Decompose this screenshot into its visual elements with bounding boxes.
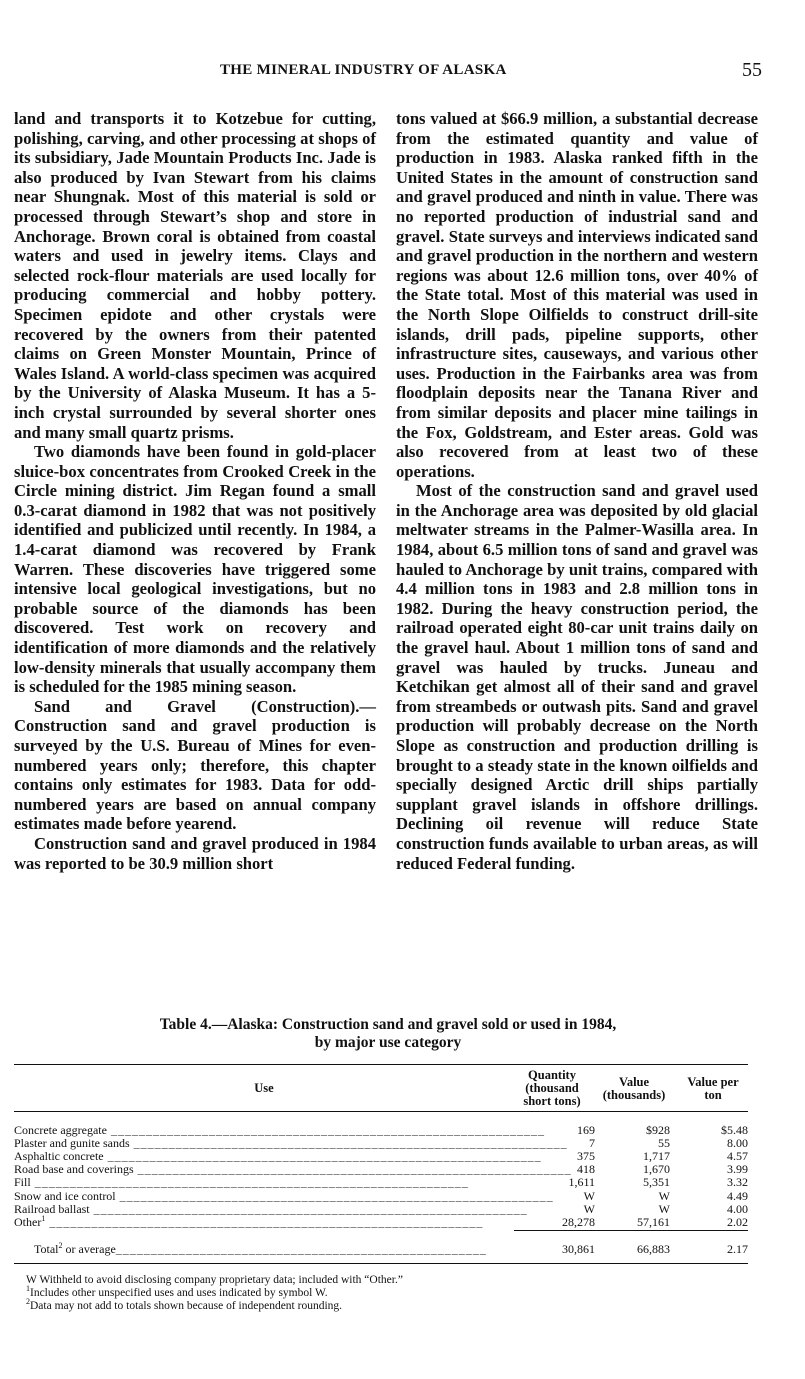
header-use: Use: [254, 1081, 274, 1095]
running-title: THE MINERAL INDUSTRY OF ALASKA: [220, 62, 507, 78]
paragraph: Construction sand and gravel produced in 1984 was reported to be 30.9 million short: [14, 833, 376, 873]
cell-per-ton: 3.32: [727, 1175, 748, 1190]
cell-per-ton: $5.48: [721, 1123, 748, 1137]
cell-quantity: 7: [589, 1136, 595, 1151]
running-header: [14, 59, 762, 84]
cell-per-ton: 4.00: [727, 1201, 748, 1216]
cell-value: 66,883: [637, 1242, 670, 1256]
cell-quantity: W: [583, 1188, 595, 1203]
page-number: 55: [742, 59, 762, 81]
table-row: [14, 1176, 748, 1189]
cell-value: 5,351: [643, 1175, 670, 1190]
paragraph: land and transports it to Kotzebue for cutting, polishing, carving, and other processing at shops of its subsidiary, Jade Mountain Products Inc. Jade is also produced by Ivan Stewart from his claims near Shungnak. Most of this material is sold or processed through Stewart’s shop and store in Anchorage. Brown coral is obtained from coastal waters and used in jewelry items. Clays and selected rock-flour materials are used locally for producing commercial and hobby pottery. Specimen epidote and other crystals were recovered by the owners from their patented claims on Green Monster Mountain, Prince of Wales Island. A world-class specimen was acquired by the University of Alaska Museum. It has a 5-inch crystal surrounded by several shorter ones and many small quartz prisms.: [14, 109, 376, 442]
note-w: W Withheld to avoid disclosing company proprietary data; included with “Other.”: [26, 1274, 403, 1286]
table-row: [14, 1203, 748, 1216]
row-label: Total$^2$ or average_____________________________________________________: [34, 1241, 487, 1256]
paragraph: tons valued at $66.9 million, a substantial decrease from the estimated quantity and value of production in 1983. Alaska ranked fifth in the United States in the amount of construction sand and gravel produced and ninth in value. There was no reported production of industrial sand and gravel. State surveys and interviews indicated sand and gravel production in the northern and western regions was about 12.6 million tons, over 40% of the State total. Most of this material was used in the North Slope Oilfields to construct drill-site islands, drill pads, pipeline supports, other infrastructure sites, causeways, and various other uses. Production in the Fairbanks area was from floodplain deposits near the Tanana River and from similar deposits and placer mine tailings in the Fox, Goldstream, and Ester areas. Gold was also recovered from at least two of these operations.: [396, 109, 758, 481]
header-value-per-ton: Value per ton: [687, 1075, 739, 1102]
row-label: Fill ______________________________________________________________: [14, 1175, 469, 1190]
row-label: Road base and coverings ______________________________________________________________: [14, 1162, 572, 1177]
cell-quantity: 28,278: [562, 1214, 595, 1229]
row-label: Snow and ice control ______________________________________________________________: [14, 1188, 554, 1203]
paragraph: Most of the construction sand and gravel used in the Anchorage area was deposited by old glacial meltwater streams in the Palmer-Wasilla area. In 1984, about 6.5 million tons of sand and gravel was hauled to Anchorage by unit trains, compared with 4.4 million tons in 1983 and 2.8 million tons in 1982. During the heavy construction period, the railroad operated eight 80-car unit trains daily on the gravel haul. About 1 million tons of sand and gravel was hauled by trucks. Juneau and Ketchikan get almost all of their sand and gravel from streambeds or outwash pits. Sand and gravel production will probably decrease on the North Slope as construction and production drilling is brought to a steady state in the known oilfields and specially designed Arctic drill ships partially supplant gravel islands in offshore drillings. Declining oil revenue will reduce State construction funds available to urban areas, as will reduced Federal funding.: [396, 481, 758, 873]
cell-quantity: 418: [577, 1162, 595, 1177]
cell-per-ton: 3.99: [727, 1162, 748, 1177]
header-value: Value (thousands): [602, 1075, 666, 1102]
cell-per-ton: 8.00: [727, 1136, 748, 1151]
cell-value: 57,161: [637, 1214, 670, 1229]
note-2: $^2$Data may not add to totals shown because of independent rounding.: [26, 1297, 343, 1312]
cell-quantity: 169: [577, 1123, 595, 1137]
table-row: [14, 1150, 748, 1163]
cell-value: 1,717: [643, 1149, 670, 1164]
row-label: Railroad ballast ______________________________________________________________: [14, 1201, 528, 1216]
right-column: [396, 109, 758, 873]
table-total-row: [14, 1243, 748, 1256]
header-quantity: Quantity (thousand short tons): [523, 1068, 581, 1108]
table-row: [14, 1137, 748, 1150]
table-caption: [14, 1016, 762, 1052]
table-notes: [26, 1274, 746, 1313]
table-caption-line: by major use category: [314, 1034, 462, 1051]
cell-quantity: 30,861: [562, 1242, 595, 1256]
table-row: [14, 1163, 748, 1176]
table-rule: [514, 1230, 748, 1231]
cell-per-ton: 2.17: [727, 1242, 748, 1256]
table-row: [14, 1190, 748, 1203]
row-label: Other$^1$ ______________________________________________________________: [14, 1213, 484, 1229]
paragraph-text: Construction sand and gravel production is surveyed by the U.S. Bureau of Mines for even-numbered years only; therefore, this chapter contains only estimates for 1983. Data for odd-numbered years are based on annual company estimates made before yearend.: [14, 716, 376, 834]
cell-quantity: 375: [577, 1149, 595, 1164]
cell-per-ton: 4.49: [727, 1188, 748, 1203]
row-label: Asphaltic concrete ______________________________________________________________: [14, 1149, 542, 1164]
table-row: [14, 1213, 748, 1229]
section-heading: Sand and Gravel (Construction).—: [34, 696, 376, 716]
cell-value: 1,670: [643, 1162, 670, 1177]
cell-per-ton: 4.57: [727, 1149, 748, 1164]
cell-quantity: W: [583, 1201, 595, 1216]
paragraph: Two diamonds have been found in gold-placer sluice-box concentrates from Crooked Creek in the Circle mining district. Jim Regan found a small 0.3-carat diamond in 1982 that was not positively identified and publicized until recently. In 1984, a 1.4-carat diamond was recovered by Frank Warren. These discoveries have triggered some intensive local geological investigations, but no probable source of the diamonds has been discovered. Test work on recovery and identification of more diamonds and the relatively low-density minerals that usually accompany them is scheduled for the 1985 mining season.: [14, 442, 376, 697]
table-row: [14, 1124, 748, 1137]
cell-value: W: [658, 1201, 670, 1216]
cell-quantity: 1,611: [568, 1175, 595, 1190]
cell-value: $928: [646, 1123, 670, 1137]
left-column: [14, 109, 376, 873]
paragraph: [14, 697, 376, 834]
table-rule: [14, 1064, 748, 1065]
note-1: $^1$Includes other unspecified uses and uses indicated by symbol W.: [26, 1284, 328, 1299]
cell-value: 55: [658, 1136, 670, 1151]
table-rule: [14, 1263, 748, 1264]
row-label: Concrete aggregate ______________________________________________________________: [14, 1123, 545, 1137]
table-caption-line: Table 4.—Alaska: Construction sand and gravel sold or used in 1984,: [159, 1016, 617, 1033]
cell-value: W: [658, 1188, 670, 1203]
table-rule: [14, 1111, 748, 1112]
cell-per-ton: 2.02: [727, 1214, 748, 1229]
row-label: Plaster and gunite sands ______________________________________________________________: [14, 1136, 568, 1151]
